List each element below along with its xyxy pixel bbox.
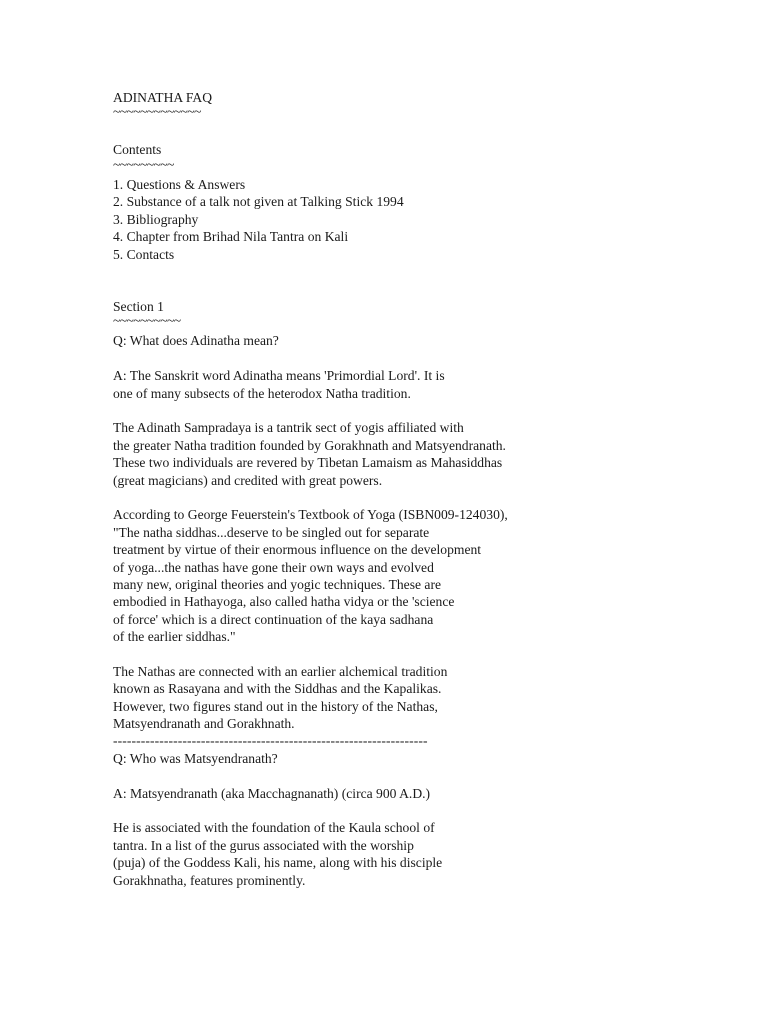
contents-item: 3. Bibliography bbox=[113, 211, 199, 227]
contents-underline: ~~~~~~~~~ bbox=[113, 156, 174, 172]
paragraph-line: Matsyendranath and Gorakhnath. bbox=[113, 716, 295, 732]
contents-heading: Contents bbox=[113, 142, 162, 158]
paragraph-line: tantra. In a list of the gurus associated with the worship bbox=[113, 837, 414, 853]
paragraph-line: (puja) of the Goddess Kali, his name, along with his disciple bbox=[113, 855, 443, 871]
paragraph-line: He is associated with the foundation of the Kaula school of bbox=[113, 820, 435, 836]
contents-item: 2. Substance of a talk not given at Talking Stick 1994 bbox=[113, 194, 404, 210]
section-heading: Section 1 bbox=[113, 298, 164, 314]
paragraph-line: These two individuals are revered by Tibetan Lamaism as Mahasiddhas bbox=[113, 455, 503, 471]
separator-line: -------------------------------------------------------------------- bbox=[113, 733, 428, 749]
paragraph-line: "The natha siddhas...deserve to be singled out for separate bbox=[113, 524, 430, 540]
contents-item: 1. Questions & Answers bbox=[113, 176, 246, 192]
paragraph-line: Gorakhnatha, features prominently. bbox=[113, 872, 306, 888]
answer-line: A: The Sanskrit word Adinatha means 'Primordial Lord'. It is bbox=[113, 368, 445, 384]
contents-item: 4. Chapter from Brihad Nila Tantra on Kali bbox=[113, 229, 349, 245]
paragraph-line: embodied in Hathayoga, also called hatha vidya or the 'science bbox=[113, 594, 455, 610]
document-page bbox=[113, 89, 733, 889]
title-underline: ~~~~~~~~~~~~~ bbox=[113, 104, 201, 120]
paragraph-line: known as Rasayana and with the Siddhas and the Kapalikas. bbox=[113, 681, 442, 697]
paragraph-line: The Adinath Sampradaya is a tantrik sect of yogis affiliated with bbox=[113, 420, 464, 436]
question: Q: What does Adinatha mean? bbox=[113, 333, 279, 349]
paragraph-line: The Nathas are connected with an earlier alchemical tradition bbox=[113, 663, 448, 679]
paragraph-line: However, two figures stand out in the history of the Nathas, bbox=[113, 698, 438, 714]
paragraph-line: of yoga...the nathas have gone their own ways and evolved bbox=[113, 559, 434, 575]
contents-item: 5. Contacts bbox=[113, 246, 175, 262]
question: Q: Who was Matsyendranath? bbox=[113, 750, 278, 766]
paragraph-line: many new, original theories and yogic techniques. These are bbox=[113, 576, 442, 592]
paragraph-line: the greater Natha tradition founded by Gorakhnath and Matsyendranath. bbox=[113, 437, 506, 453]
answer-line: A: Matsyendranath (aka Macchagnanath) (circa 900 A.D.) bbox=[113, 785, 431, 801]
paragraph-line: (great magicians) and credited with great powers. bbox=[113, 472, 383, 488]
paragraph-line: of the earlier siddhas." bbox=[113, 629, 236, 645]
paragraph-line: According to George Feuerstein's Textbook of Yoga (ISBN009-124030), bbox=[113, 507, 508, 523]
answer-line: one of many subsects of the heterodox Natha tradition. bbox=[113, 385, 411, 401]
paragraph-line: of force' which is a direct continuation of the kaya sadhana bbox=[113, 611, 434, 627]
paragraph-line: treatment by virtue of their enormous influence on the development bbox=[113, 542, 482, 558]
document-title: ADINATHA FAQ bbox=[113, 90, 213, 105]
section-underline: ~~~~~~~~~~ bbox=[113, 313, 181, 329]
